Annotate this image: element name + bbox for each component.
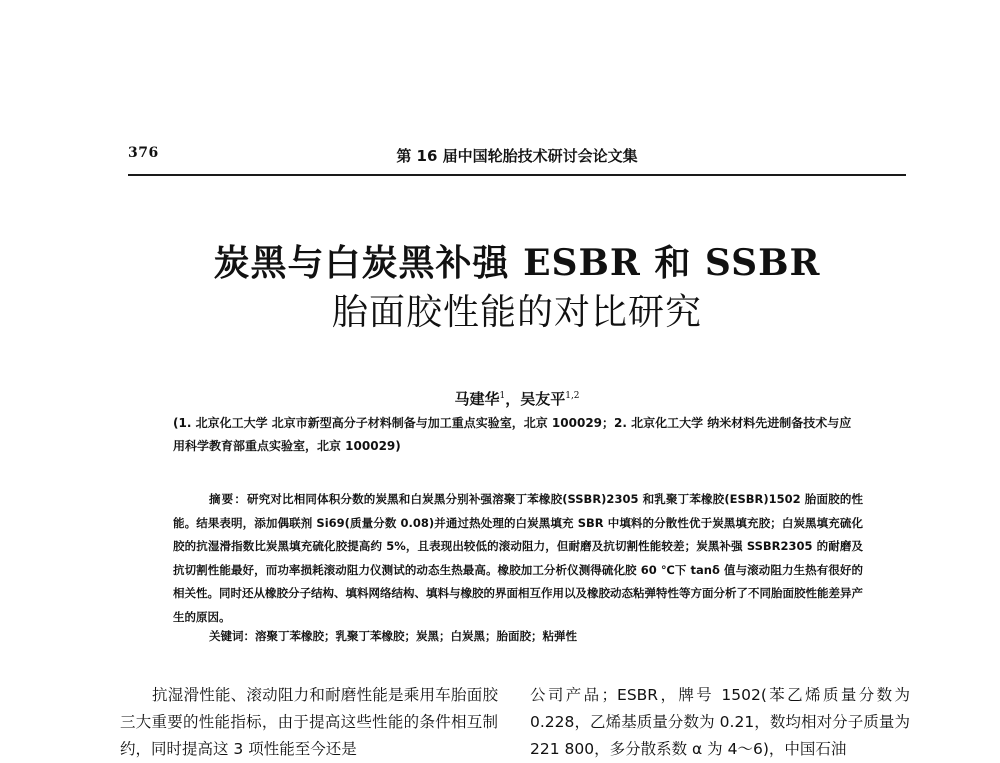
body-column-right: 公司产品；ESBR，牌号 1502(苯乙烯质量分数为 0.228，乙烯基质量分数为 0.21，数均相对分子质量为 221 800，多分散系数 α 为 4～6)，中国石油 — [530, 686, 910, 758]
author-1: 马建华 — [454, 390, 500, 408]
abstract-text: 研究对比相同体积分数的炭黑和白炭黑分别补强溶聚丁苯橡胶(SSBR)2305 和乳聚丁苯橡胶(ESBR)1502 胎面胶的性能。结果表明，添加偶联剂 Si69(质量分数 0.08)并通过热处理的白炭黑填充 SBR 中填料的分散性优于炭黑填充胶；白炭黑填充硫化胶的抗湿滑指数比炭黑填充硫化胶提高约 5%，且表现出较低的滚动阻力，但耐磨及抗切割性能较差；炭黑补强 SSBR2305 的耐磨及抗切割性能最好，而功率损耗滚动阻力仪测试的动态生热最高。橡胶加工分析仪测得硫化胶 60 ℃下 tanδ 值与滚动阻力生热有很好的相关性。同时还从橡胶分子结构、填料网络结构、填料与橡胶的界面相互作用以及橡胶动态粘弹特性等方面分析了不同胎面胶性能差异产生的原因。 — [173, 492, 864, 624]
author-1-affiliation-mark: 1 — [499, 391, 506, 401]
keywords — [209, 628, 863, 644]
author-2: 吴友平 — [520, 390, 566, 408]
keywords-label: 关键词： — [209, 629, 255, 643]
affiliation: (1. 北京化工大学 北京市新型高分子材料制备与加工重点实验室，北京 100029；2. 北京化工大学 纳米材料先进制备技术与应用科学教育部重点实验室，北京 100029) — [173, 416, 852, 453]
abstract — [173, 488, 863, 629]
author-2-affiliation-mark: 1,2 — [565, 391, 580, 401]
abstract-label: 摘要： — [209, 492, 248, 506]
title-line-2: 胎面胶性能的对比研究 — [331, 292, 702, 333]
title-line-1: 炭黑与白炭黑补强 ESBR 和 SSBR — [213, 242, 821, 284]
authors — [128, 388, 906, 409]
author-separator: ， — [505, 390, 521, 408]
page-number: 376 — [128, 145, 159, 161]
paper-title — [128, 238, 906, 338]
header-rule — [128, 174, 906, 176]
running-header — [128, 145, 906, 167]
body-column-left: 抗湿滑性能、滚动阻力和耐磨性能是乘用车胎面胶三大重要的性能指标，由于提高这些性能的条件相互制约，同时提高这 3 项性能至今还是 — [120, 686, 498, 758]
keywords-text: 溶聚丁苯橡胶；乳聚丁苯橡胶；炭黑；白炭黑；胎面胶；粘弹性 — [255, 629, 577, 643]
journal-title: 第 16 届中国轮胎技术研讨会论文集 — [396, 147, 638, 165]
